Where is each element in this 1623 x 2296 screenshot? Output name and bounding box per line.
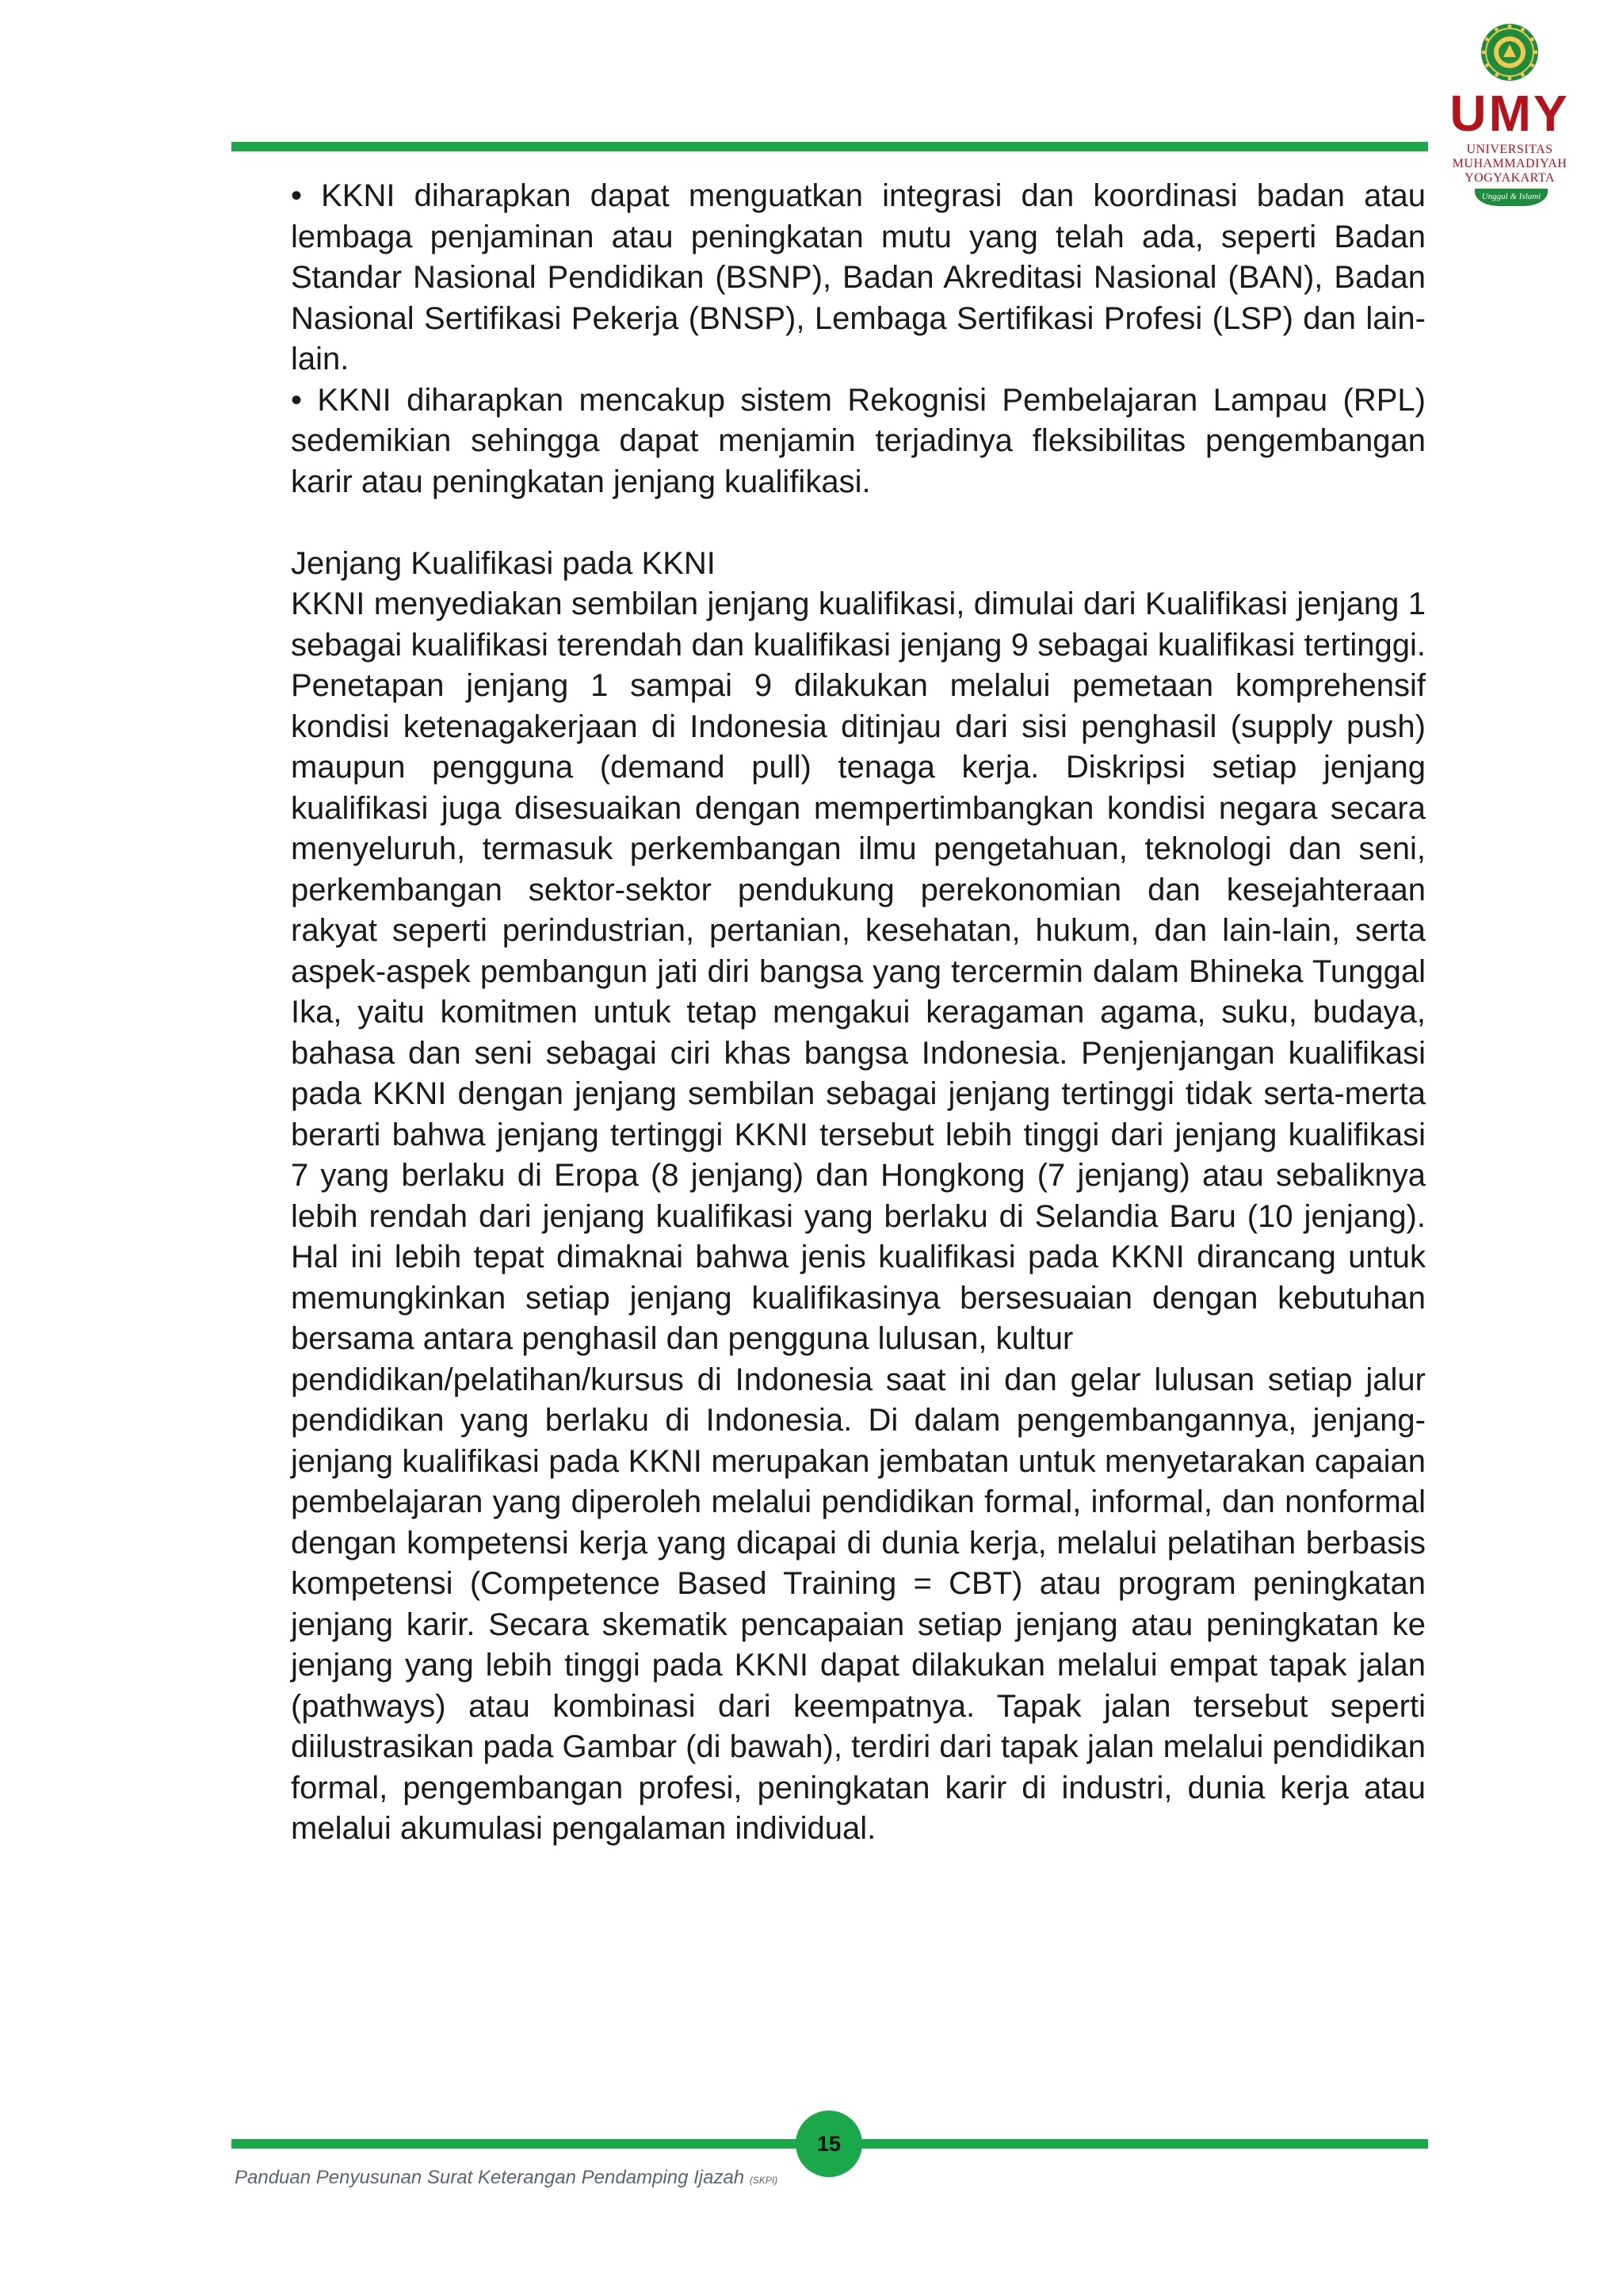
footer-rule-left	[231, 2139, 802, 2149]
logo-line-3: YOGYAKARTA	[1465, 171, 1555, 185]
bullet-item: • KKNI diharapkan mencakup sistem Rekognisi Pembelajaran Lampau (RPL) sedemikian sehingga dapat menjamin terjadinya fleksibilitas pengembangan karir atau peningkatan jenjang kualifikasi.	[291, 382, 1426, 499]
footer-rule-right	[861, 2139, 1428, 2149]
logo-line-2: MUHAMMADIYAH	[1452, 157, 1568, 170]
logo-line-1: UNIVERSITAS	[1466, 143, 1553, 156]
paragraph-spacer	[291, 502, 1426, 544]
bullet-item: • KKNI diharapkan dapat menguatkan integrasi dan koordinasi badan atau lembaga penjaminan atau peningkatan mutu yang telah ada, seperti Badan Standar Nasional Pendidikan (BSNP), Badan Akreditasi Nasional (BAN), Badan Nasional Sertifikasi Pekerja (BNSP), Lembaga Sertifikasi Profesi (LSP) dan lain-lain.	[291, 178, 1426, 376]
document-body	[291, 176, 1426, 1850]
footer-title-text: Panduan Penyusunan Surat Keterangan Pendamping Ijazah	[235, 2167, 745, 2188]
logo-tagline: Unggul & Islami	[1475, 189, 1548, 206]
header-rule	[231, 142, 1428, 151]
body-paragraph: KKNI menyediakan sembilan jenjang kualifikasi, dimulai dari Kualifikasi jenjang 1 sebagai kualifikasi terendah dan kualifikasi jenjang 9 sebagai kualifikasi tertinggi. Penetapan jenjang 1 sampai 9 dilakukan melalui pemetaan komprehensif kondisi ketenagakerjaan di Indonesia ditinjau dari sisi penghasil (supply push) maupun pengguna (demand pull) tenaga kerja. Diskripsi setiap jenjang kualifikasi juga disesuaikan dengan mempertimbangkan kondisi negara secara menyeluruh, termasuk perkembangan ilmu pengetahuan, teknologi dan seni, perkembangan sektor-sektor pendukung perekonomian dan kesejahteraan rakyat seperti perindustrian, pertanian, kesehatan, hukum, dan lain-lain, serta aspek-aspek pembangun jati diri bangsa yang tercermin dalam Bhineka Tunggal Ika, yaitu komitmen untuk tetap mengakui keragaman agama, suku, budaya, bahasa dan seni sebagai ciri khas bangsa Indonesia. Penjenjangan kualifikasi pada KKNI dengan jenjang sembilan sebagai jenjang tertinggi tidak serta-merta berarti bahwa jenjang tertinggi KKNI tersebut lebih tinggi dari jenjang kualifikasi 7 yang berlaku di Eropa (8 jenjang) dan Hongkong (7 jenjang) atau sebaliknya lebih rendah dari jenjang kualifikasi yang berlaku di Selandia Baru (10 jenjang). Hal ini lebih tepat dimaknai bahwa jenis kualifikasi pada KKNI dirancang untuk memungkinkan setiap jenjang kualifikasinya bersesuaian dengan kebutuhan bersama antara penghasil dan pengguna lulusan, kultur	[291, 586, 1426, 1356]
footer-title-suffix: (SKPI)	[749, 2175, 778, 2186]
university-logo	[1430, 21, 1589, 211]
page-number: 15	[796, 2111, 862, 2177]
logo-wordmark: UMY	[1449, 85, 1570, 142]
body-paragraph: pendidikan/pelatihan/kursus di Indonesia saat ini dan gelar lulusan setiap jalur pendidikan yang berlaku di Indonesia. Di dalam pengembangannya, jenjang-jenjang kualifikasi pada KKNI merupakan jembatan untuk menyetarakan capaian pembelajaran yang diperoleh melalui pendidikan formal, informal, dan nonformal dengan kompetensi kerja yang dicapai di dunia kerja, melalui pelatihan berbasis kompetensi (Competence Based Training = CBT) atau program peningkatan jenjang karir. Secara skematik pencapaian setiap jenjang atau peningkatan ke jenjang yang lebih tinggi pada KKNI dapat dilakukan melalui empat tapak jalan (pathways) atau kombinasi dari keempatnya. Tapak jalan tersebut seperti diilustrasikan pada Gambar (di bawah), terdiri dari tapak jalan melalui pendidikan formal, pengembangan profesi, peningkatan karir di industri, dunia kerja atau melalui akumulasi pengalaman individual.	[291, 1362, 1426, 1846]
section-heading: Jenjang Kualifikasi pada KKNI	[291, 545, 716, 581]
emblem-icon	[1430, 21, 1589, 86]
footer-title	[235, 2167, 777, 2189]
